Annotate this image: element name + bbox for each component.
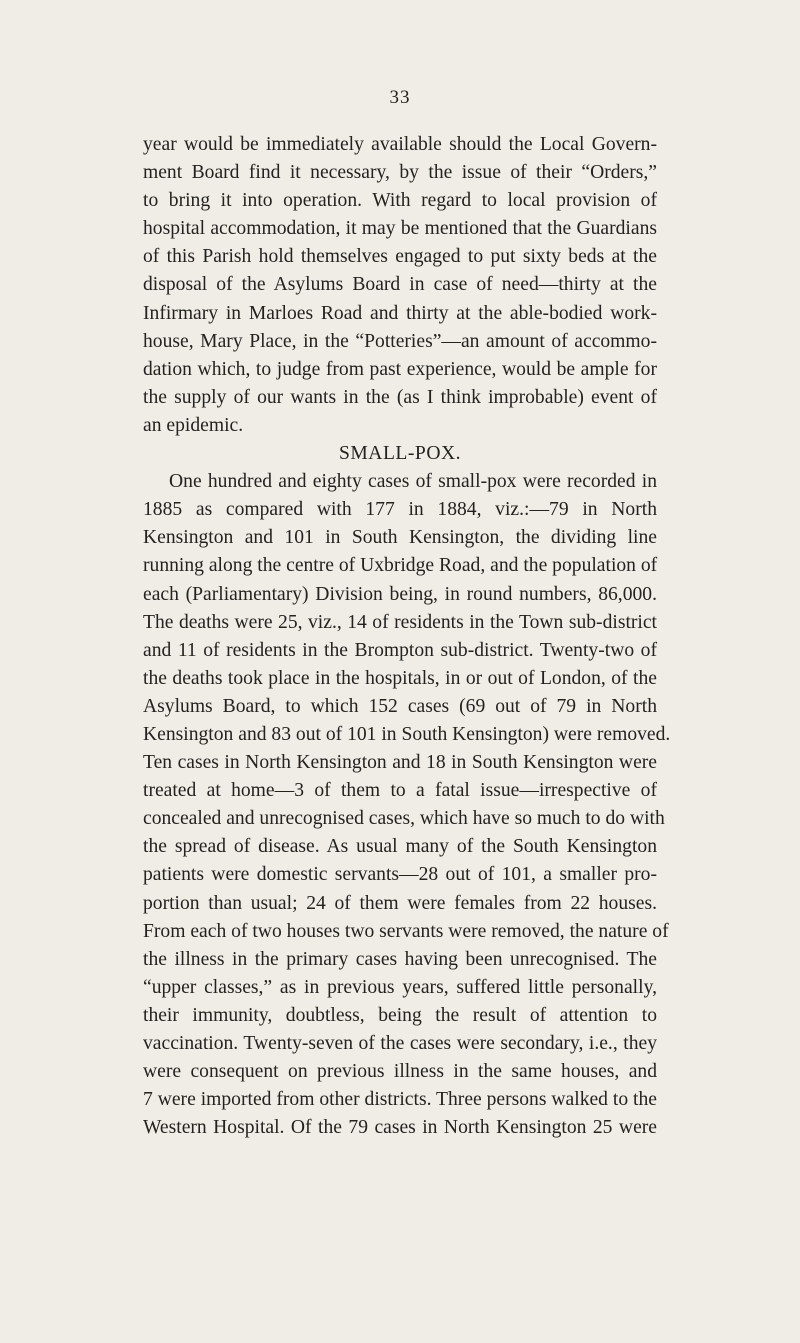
text-line: Ten cases in North Kensington and 18 in South Kensington were [143, 752, 657, 774]
section-heading: SMALL-POX. [338, 443, 462, 465]
text-line: the supply of our wants in the (as I think improbable) event of [143, 386, 657, 408]
text-line: were consequent on previous illness in the same houses, and [143, 1061, 657, 1083]
text-line: the deaths took place in the hospitals, in or out of London, of the [143, 667, 657, 689]
paragraph-continued [143, 131, 657, 440]
paragraph-small-pox [143, 468, 671, 1142]
text-line: Infirmary in Marloes Road and thirty at the able-bodied work- [143, 302, 657, 324]
text-line: “upper classes,” as in previous years, suffered little personally, [143, 976, 657, 998]
text-line: ment Board find it necessary, by the issue of their “Orders,” [143, 162, 657, 184]
text-line: 7 were imported from other districts. Three persons walked to the [143, 1089, 657, 1111]
text-line: their immunity, doubtless, being the result of attention to [143, 1004, 657, 1026]
text-line: and 11 of residents in the Brompton sub-district. Twenty-two of [143, 639, 657, 661]
text-line: Western Hospital. Of the 79 cases in North Kensington 25 were [143, 1117, 657, 1139]
page-number: 33 [389, 87, 411, 108]
text-line: portion than usual; 24 of them were females from 22 houses. [143, 892, 657, 914]
text-line: Kensington and 83 out of 101 in South Kensington) were removed. [143, 723, 671, 745]
text-line: hospital accommodation, it may be mentioned that the Guardians [143, 218, 657, 240]
text-line: the spread of disease. As usual many of the South Kensington [143, 836, 657, 858]
text-line: One hundred and eighty cases of small-pox were recorded in [169, 471, 657, 493]
text-line: 1885 as compared with 177 in 1884, viz.:—79 in North [143, 499, 657, 521]
text-line: Asylums Board, to which 152 cases (69 out of 79 in North [143, 695, 657, 717]
text-line: treated at home—3 of them to a fatal issue—irrespective of [143, 780, 657, 802]
text-line: Kensington and 101 in South Kensington, the dividing line [143, 527, 657, 549]
text-line: The deaths were 25, viz., 14 of residents in the Town sub-district [143, 611, 657, 633]
text-line: From each of two houses two servants were removed, the nature of [143, 920, 669, 942]
text-line: vaccination. Twenty-seven of the cases were secondary, i.e., they [143, 1033, 657, 1054]
text-line: disposal of the Asylums Board in case of need—thirty at the [143, 274, 657, 296]
text-line: an epidemic. [143, 414, 244, 436]
text-line: house, Mary Place, in the “Potteries”—an amount of accommo- [143, 330, 657, 352]
text-line: patients were domestic servants—28 out of 101, a smaller pro- [143, 864, 657, 886]
text-line: dation which, to judge from past experience, would be ample for [143, 358, 657, 380]
text-line: year would be immediately available should the Local Govern- [143, 134, 657, 155]
text-line: of this Parish hold themselves engaged to put sixty beds at the [143, 246, 657, 268]
body-text [143, 131, 671, 1142]
text-line: the illness in the primary cases having been unrecognised. The [143, 948, 657, 970]
text-line: running along the centre of Uxbridge Road, and the population of [143, 555, 658, 577]
text-line: each (Parliamentary) Division being, in round numbers, 86,000. [143, 583, 657, 605]
text-line: concealed and unrecognised cases, which have so much to do with [143, 808, 665, 830]
text-line: to bring it into operation. With regard to local provision of [143, 190, 657, 212]
